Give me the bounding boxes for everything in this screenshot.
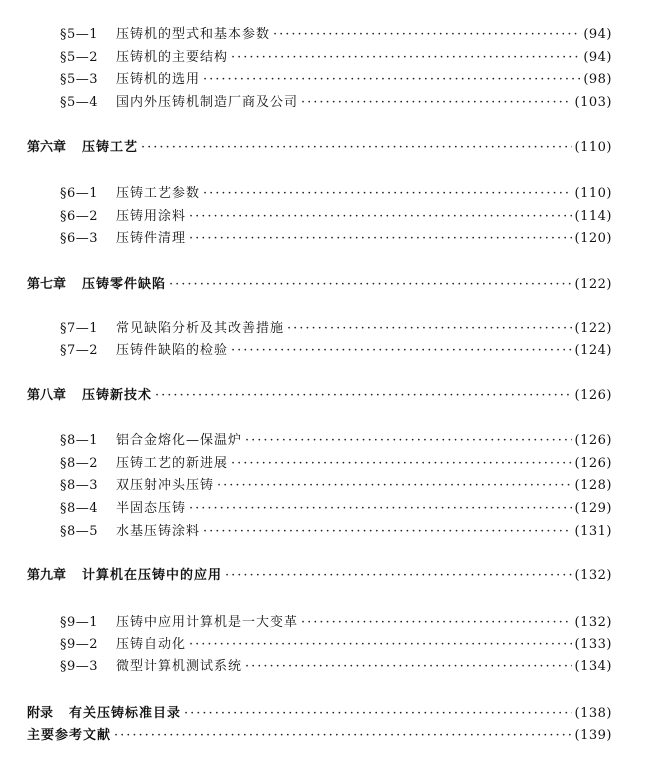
- page-number: (124): [574, 343, 612, 358]
- chapter-number: 第九章: [27, 568, 67, 583]
- section-number: §7—2: [60, 343, 99, 358]
- section-number: §9—2: [60, 637, 99, 652]
- section-number: §5—1: [60, 27, 99, 42]
- chapter-title: 计算机在压铸中的应用: [82, 568, 223, 583]
- toc-chapter[interactable]: [27, 567, 612, 585]
- section-title: 压铸机的型式和基本参数: [116, 27, 271, 42]
- section-title: 双压射冲头压铸: [116, 478, 215, 493]
- dot-leader: [189, 636, 572, 654]
- dot-leader: [203, 523, 572, 541]
- page-number: (110): [574, 186, 612, 201]
- toc-entry[interactable]: [60, 455, 612, 473]
- dot-leader: [231, 49, 580, 67]
- toc-entry[interactable]: [60, 94, 612, 112]
- section-title: 国内外压铸机制造厂商及公司: [116, 95, 299, 110]
- dot-leader: [184, 705, 572, 723]
- section-number: §6—1: [60, 186, 99, 201]
- dot-leader: [301, 614, 572, 632]
- toc-entry[interactable]: [60, 26, 612, 44]
- toc-entry[interactable]: [60, 185, 612, 203]
- dot-leader: [231, 455, 572, 473]
- page-number: (129): [574, 501, 612, 516]
- section-title: 压铸工艺的新进展: [116, 456, 229, 471]
- dot-leader: [189, 230, 572, 248]
- section-title: 压铸工艺参数: [116, 186, 201, 201]
- page-number: (132): [574, 615, 612, 630]
- section-title: 压铸中应用计算机是一大变革: [116, 615, 299, 630]
- chapter-number: 第七章: [27, 277, 67, 292]
- toc-chapter[interactable]: [27, 276, 612, 294]
- dot-leader: [245, 658, 572, 676]
- section-title: 压铸机的主要结构: [116, 50, 229, 65]
- appendix-label: 附录: [27, 706, 54, 721]
- toc-entry[interactable]: [60, 49, 612, 67]
- dot-leader: [155, 387, 572, 405]
- dot-leader: [169, 276, 572, 294]
- page-number: (128): [574, 478, 612, 493]
- section-number: §5—4: [60, 95, 99, 110]
- dot-leader: [225, 567, 572, 585]
- toc-entry[interactable]: [60, 658, 612, 676]
- toc-entry[interactable]: [60, 477, 612, 495]
- page-number: (120): [574, 231, 612, 246]
- toc-chapter[interactable]: [27, 387, 612, 405]
- section-number: §6—2: [60, 209, 99, 224]
- page-number: (98): [583, 72, 612, 87]
- section-number: §9—3: [60, 659, 99, 674]
- dot-leader: [231, 342, 572, 360]
- chapter-title: 压铸零件缺陷: [82, 277, 167, 292]
- section-number: §9—1: [60, 615, 99, 630]
- section-title: 水基压铸涂料: [116, 524, 201, 539]
- section-title: 铝合金熔化—保温炉: [116, 433, 243, 448]
- section-title: 半固态压铸: [116, 501, 187, 516]
- toc-entry[interactable]: [60, 71, 612, 89]
- section-number: §8—3: [60, 478, 99, 493]
- section-number: §8—4: [60, 501, 99, 516]
- page-number: (138): [574, 706, 612, 721]
- dot-leader: [189, 208, 572, 226]
- page-number: (131): [574, 524, 612, 539]
- page-number: (126): [574, 388, 612, 403]
- page-number: (133): [574, 637, 612, 652]
- page-number: (134): [574, 659, 612, 674]
- page-number: (94): [583, 27, 612, 42]
- toc-chapter[interactable]: [27, 139, 612, 157]
- toc-entry[interactable]: [60, 208, 612, 226]
- page-number: (110): [574, 140, 612, 155]
- section-title: 微型计算机测试系统: [116, 659, 243, 674]
- section-title: 压铸用涂料: [116, 209, 187, 224]
- dot-leader: [189, 500, 572, 518]
- page-number: (122): [574, 277, 612, 292]
- page-number: (94): [583, 50, 612, 65]
- chapter-number: 第八章: [27, 388, 67, 403]
- toc-entry[interactable]: [60, 614, 612, 632]
- section-title: 压铸机的选用: [116, 72, 201, 87]
- section-number: §8—1: [60, 433, 99, 448]
- appendix-title: 有关压铸标准目录: [69, 706, 182, 721]
- page-number: (114): [574, 209, 612, 224]
- dot-leader: [114, 727, 572, 745]
- section-title: 压铸件清理: [116, 231, 187, 246]
- page-number: (132): [574, 568, 612, 583]
- dot-leader: [203, 185, 572, 203]
- dot-leader: [141, 139, 572, 157]
- page-number: (139): [574, 728, 612, 743]
- section-number: §6—3: [60, 231, 99, 246]
- toc-entry[interactable]: [60, 342, 612, 360]
- references-title: 主要参考文献: [27, 728, 112, 743]
- dot-leader: [217, 477, 572, 495]
- toc-appendix[interactable]: [27, 705, 612, 723]
- section-number: §7—1: [60, 321, 99, 336]
- toc-entry[interactable]: [60, 320, 612, 338]
- toc-entry[interactable]: [60, 230, 612, 248]
- dot-leader: [287, 320, 572, 338]
- toc-entry[interactable]: [60, 432, 612, 450]
- section-number: §8—5: [60, 524, 99, 539]
- chapter-title: 压铸工艺: [82, 140, 139, 155]
- section-title: 压铸自动化: [116, 637, 187, 652]
- chapter-number: 第六章: [27, 140, 67, 155]
- section-number: §5—2: [60, 50, 99, 65]
- page-number: (126): [574, 433, 612, 448]
- toc-references[interactable]: [27, 727, 612, 745]
- dot-leader: [273, 26, 580, 44]
- section-title: 压铸件缺陷的检验: [116, 343, 229, 358]
- toc-entry[interactable]: [60, 500, 612, 518]
- section-number: §5—3: [60, 72, 99, 87]
- page-number: (122): [574, 321, 612, 336]
- dot-leader: [245, 432, 572, 450]
- dot-leader: [301, 94, 572, 112]
- page-number: (126): [574, 456, 612, 471]
- toc-entry[interactable]: [60, 523, 612, 541]
- section-title: 常见缺陷分析及其改善措施: [116, 321, 285, 336]
- toc-entry[interactable]: [60, 636, 612, 654]
- dot-leader: [203, 71, 580, 89]
- section-number: §8—2: [60, 456, 99, 471]
- chapter-title: 压铸新技术: [82, 388, 153, 403]
- page-number: (103): [574, 95, 612, 110]
